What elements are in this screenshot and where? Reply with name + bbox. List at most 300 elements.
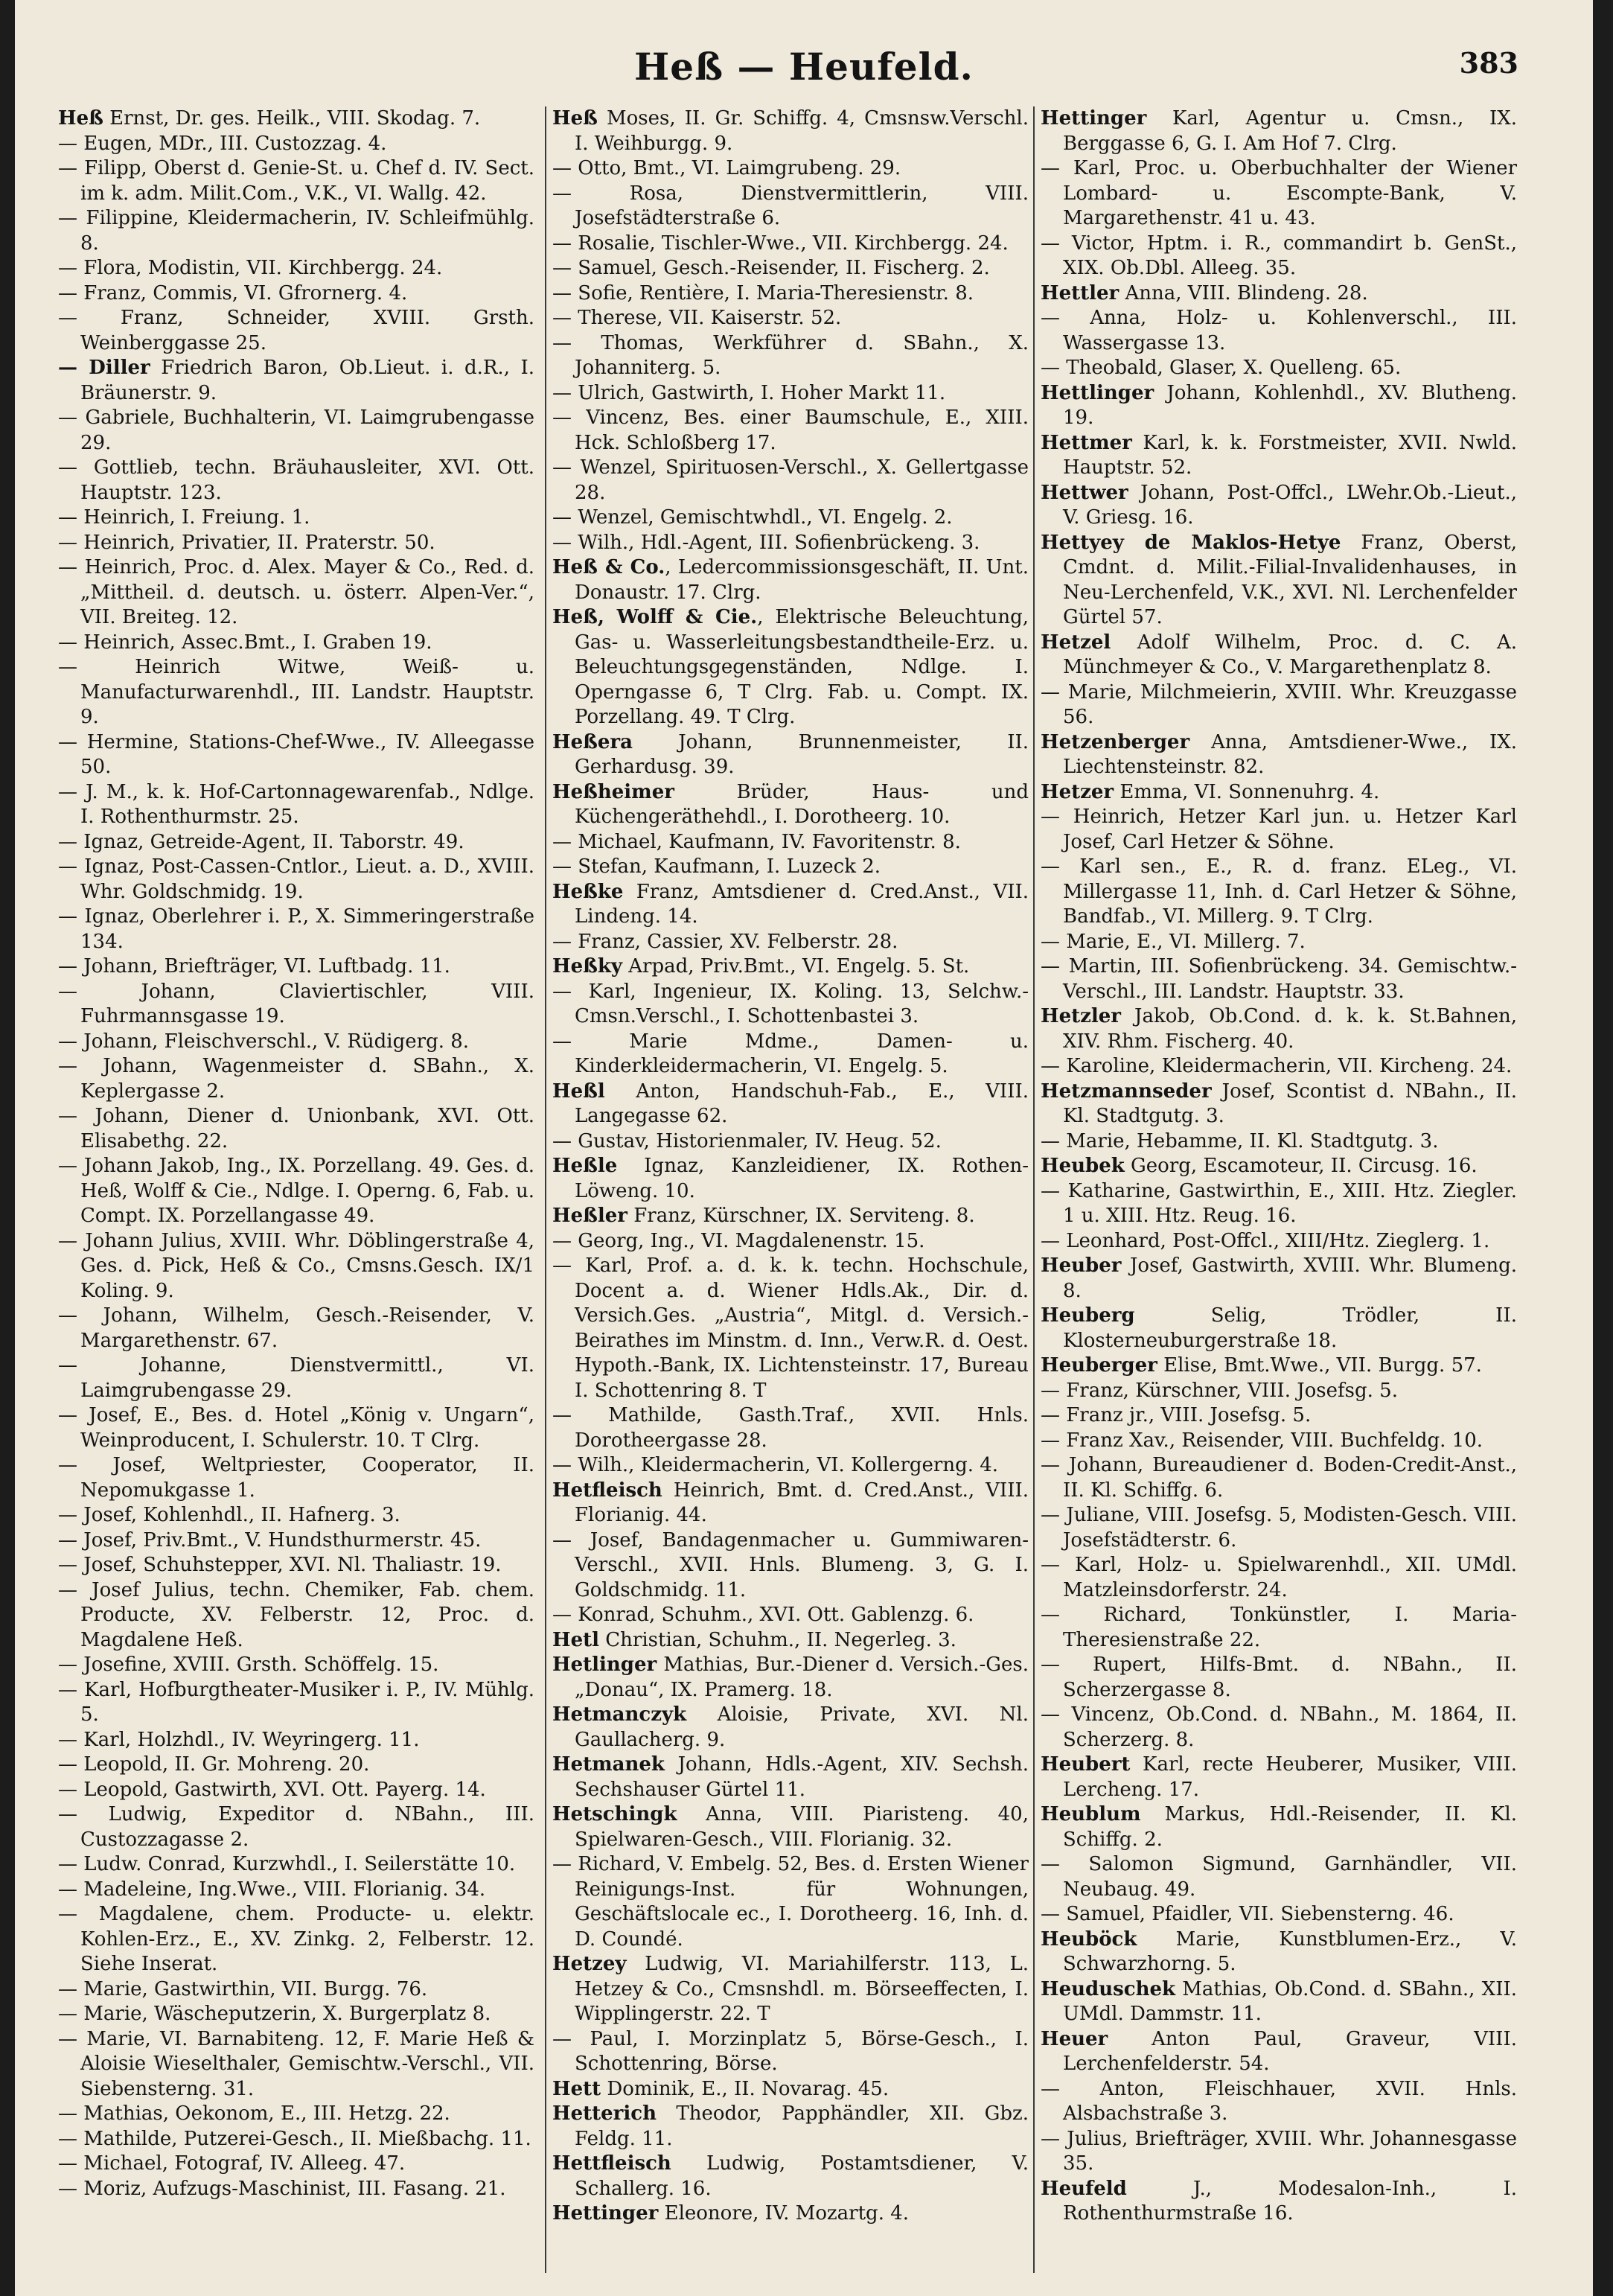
directory-entry bbox=[552, 2201, 1029, 2227]
entry-text: Johann, Post-Offcl., LWehr.Ob.-Lieut., V. Griesg. 16. bbox=[1063, 481, 1517, 529]
entry-name: Heß, Wolff & Cie. bbox=[552, 606, 758, 628]
directory-entry bbox=[1041, 1429, 1517, 1454]
entry-text: — Johann, Wilhelm, Gesch.-Reisender, V. Margarethenstr. 67. bbox=[58, 1304, 534, 1352]
directory-entry bbox=[1041, 1603, 1517, 1653]
directory-entry bbox=[552, 880, 1029, 930]
directory-entry bbox=[58, 506, 534, 531]
entry-text: — Franz, Schneider, XVIII. Grsth. Weinberggasse 25. bbox=[58, 307, 534, 354]
entry-text: Franz, Amtsdiener d. Cred.Anst., VII. Lindeng. 14. bbox=[575, 880, 1029, 928]
entry-text: Emma, VI. Sonnenuhrg. 4. bbox=[1114, 780, 1380, 803]
directory-entry bbox=[58, 2152, 534, 2177]
directory-entry bbox=[58, 2002, 534, 2027]
entry-text: — Karl, Proc. u. Oberbuchhalter der Wiener Lombard- u. Escompte-Bank, V. Margarethenstr. 41 u. 43. bbox=[1041, 157, 1517, 229]
directory-entry bbox=[58, 1030, 534, 1055]
column-3 bbox=[1041, 106, 1517, 2280]
directory-entry bbox=[58, 1878, 534, 1903]
directory-entry bbox=[1041, 1403, 1517, 1429]
entry-name: Heßheimer bbox=[552, 780, 674, 803]
entry-text: Anna, VIII. Blindeng. 28. bbox=[1119, 281, 1368, 304]
entry-name: Hetzer bbox=[1041, 780, 1114, 803]
directory-entry bbox=[1041, 1129, 1517, 1155]
directory-entry bbox=[58, 855, 534, 905]
entry-text: — J. M., k. k. Hof-Cartonnagewarenfab., Ndlge. I. Rothenthurmstr. 25. bbox=[58, 780, 534, 828]
entry-text: — Wilh., Kleidermacherin, VI. Kollergerng. 4. bbox=[552, 1454, 999, 1476]
directory-entry bbox=[58, 1503, 534, 1528]
directory-entry bbox=[1041, 780, 1517, 806]
entry-name: Hetmanek bbox=[552, 1753, 665, 1776]
entry-text: Theodor, Papphändler, XII. Gbz. Feldg. 11. bbox=[575, 2102, 1029, 2150]
directory-entry bbox=[58, 306, 534, 356]
entry-text: — Wenzel, Gemischtwhdl., VI. Engelg. 2. bbox=[552, 506, 953, 529]
directory-entry bbox=[1041, 1977, 1517, 2027]
entry-text: Selig, Trödler, II. Klosterneuburgerstraße 18. bbox=[1063, 1304, 1517, 1352]
directory-entry bbox=[552, 555, 1029, 605]
entry-text: — Johann Julius, XVIII. Whr. Döblingerstraße 4, Ges. d. Pick, Heß & Co., Cmsns.Gesch. IX/1 Koling. 9. bbox=[58, 1229, 534, 1302]
directory-entry bbox=[1041, 930, 1517, 955]
entry-text: — Josef, E., Bes. d. Hotel „König v. Ungarn“, Weinproducent, I. Schulerstr. 10. T Clrg. bbox=[58, 1404, 534, 1452]
entry-text: — Richard, Tonkünstler, I. Maria-Theresienstraße 22. bbox=[1041, 1604, 1517, 1651]
directory-entry bbox=[1041, 1553, 1517, 1603]
entry-text: , Elektrische Beleuchtung, Gas- u. Wasserleitungsbestandtheile-Erz. u. Beleuchtungsgegenständen, Ndlge. I. Operngasse 6, T Clrg. Fab. u. Compt. IX. Porzellang. 49. T Clrg. bbox=[575, 606, 1029, 728]
entry-text: — Heinrich, Proc. d. Alex. Mayer & Co., Red. d. „Mittheil. d. deutsch. u. österr. Alpen-Ver.“, VII. Breiteg. 12. bbox=[58, 556, 534, 628]
directory-entry bbox=[58, 2127, 534, 2152]
directory-entry bbox=[1041, 1254, 1517, 1304]
directory-entry bbox=[1041, 306, 1517, 356]
entry-text: Moses, II. Gr. Schiffg. 4, Cmsnsw.Verschl. I. Weihburgg. 9. bbox=[575, 107, 1029, 155]
entry-text: — Thomas, Werkführer d. SBahn., X. Johanniterg. 5. bbox=[552, 331, 1029, 379]
directory-entry bbox=[552, 182, 1029, 232]
directory-entry bbox=[1041, 1229, 1517, 1254]
directory-entry bbox=[552, 2027, 1029, 2077]
entry-name: Heß & Co. bbox=[552, 556, 665, 578]
directory-entry bbox=[58, 1553, 534, 1578]
entry-text: — Madeleine, Ing.Wwe., VIII. Florianig. 34. bbox=[58, 1878, 486, 1901]
entry-text: — Johann, Fleischverschl., V. Rüdigerg. 8. bbox=[58, 1030, 470, 1053]
directory-entry bbox=[58, 456, 534, 506]
entry-text: — Salomon Sigmund, Garnhändler, VII. Neubaug. 49. bbox=[1041, 1853, 1517, 1901]
entry-text: — Ulrich, Gastwirth, I. Hoher Markt 11. bbox=[552, 381, 946, 404]
directory-entry bbox=[1041, 2077, 1517, 2127]
directory-entry bbox=[58, 132, 534, 157]
entry-name: Hetzel bbox=[1041, 631, 1111, 654]
directory-entry bbox=[552, 331, 1029, 381]
entry-name: Hetmanczyk bbox=[552, 1703, 687, 1726]
entry-text: Anton, Handschuh-Fab., E., VIII. Langegasse 62. bbox=[575, 1080, 1029, 1127]
directory-entry bbox=[552, 1852, 1029, 1952]
entry-text: Adolf Wilhelm, Proc. d. C. A. Münchmeyer & Co., V. Margarethenplatz 8. bbox=[1063, 631, 1517, 678]
directory-entry bbox=[58, 830, 534, 855]
entry-text: — Ignaz, Post-Cassen-Cntlor., Lieut. a. D., XVIII. Whr. Goldschmidg. 19. bbox=[58, 855, 534, 903]
directory-entry bbox=[1041, 1653, 1517, 1703]
entry-name: Heuberg bbox=[1041, 1304, 1135, 1327]
directory-entry bbox=[552, 1129, 1029, 1155]
directory-entry bbox=[1041, 1852, 1517, 1902]
directory-entry bbox=[58, 1154, 534, 1229]
entry-text: — Konrad, Schuhm., XVI. Ott. Gablenzg. 6. bbox=[552, 1604, 974, 1626]
directory-entry bbox=[1041, 1179, 1517, 1229]
entry-text: — Flora, Modistin, VII. Kirchbergg. 24. bbox=[58, 257, 443, 279]
directory-entry bbox=[58, 531, 534, 556]
directory-entry bbox=[552, 1653, 1029, 1703]
entry-text: — Ignaz, Getreide-Agent, II. Taborstr. 49. bbox=[58, 830, 464, 853]
directory-entry bbox=[552, 605, 1029, 730]
entry-text: Anton Paul, Graveur, VIII. Lerchenfelderstr. 54. bbox=[1063, 2027, 1517, 2075]
entry-name: Hetl bbox=[552, 1628, 599, 1651]
entry-text: — Rupert, Hilfs-Bmt. d. NBahn., II. Scherzergasse 8. bbox=[1041, 1654, 1517, 1701]
entry-text: Ernst, Dr. ges. Heilk., VIII. Skodag. 7. bbox=[103, 107, 481, 130]
directory-entry bbox=[1041, 1004, 1517, 1054]
entry-text: — Samuel, Pfaidler, VII. Siebensterng. 46. bbox=[1041, 1903, 1454, 1925]
directory-entry bbox=[1041, 1503, 1517, 1553]
directory-entry bbox=[58, 1852, 534, 1878]
entry-text: , Ledercommissionsgeschäft, II. Unt. Donaustr. 17. Clrg. bbox=[575, 556, 1029, 604]
directory-entry bbox=[58, 980, 534, 1030]
entry-text: — Martin, III. Sofienbrückeng. 34. Gemischtw.-Verschl., III. Landstr. Hauptstr. 33. bbox=[1041, 955, 1517, 1003]
column-1 bbox=[58, 106, 534, 2280]
directory-entry bbox=[552, 1254, 1029, 1403]
entry-text: Aloisie, Private, XVI. Nl. Gaullacherg. 9. bbox=[575, 1703, 1029, 1751]
directory-entry bbox=[1041, 805, 1517, 855]
entry-text: — Marie, E., VI. Millerg. 7. bbox=[1041, 930, 1306, 953]
directory-entry bbox=[552, 930, 1029, 955]
directory-page bbox=[15, 0, 1593, 2296]
entry-text: — Karl, Holz- u. Spielwarenhdl., XII. UMdl. Matzleinsdorferstr. 24. bbox=[1041, 1554, 1517, 1601]
entry-name: Heßler bbox=[552, 1205, 627, 1227]
entry-text: — Paul, I. Morzinplatz 5, Börse-Gesch., I. Schottenring, Börse. bbox=[552, 2027, 1029, 2075]
directory-entry bbox=[552, 855, 1029, 880]
directory-entry bbox=[58, 406, 534, 456]
entry-text: Anna, Amtsdiener-Wwe., IX. Liechtensteinstr. 82. bbox=[1063, 730, 1517, 778]
entry-name: Heuberger bbox=[1041, 1354, 1157, 1377]
directory-entry bbox=[552, 456, 1029, 506]
directory-entry bbox=[1041, 106, 1517, 156]
directory-entry bbox=[58, 954, 534, 980]
entry-text: — Leopold, II. Gr. Mohreng. 20. bbox=[58, 1753, 370, 1776]
entry-text: — Hermine, Stations-Chef-Wwe., IV. Alleegasse 50. bbox=[58, 730, 534, 778]
entry-name: Hettinger bbox=[1041, 107, 1147, 130]
entry-text: — Wilh., Hdl.-Agent, III. Sofienbrückeng. 3. bbox=[552, 531, 980, 554]
entry-text: Elise, Bmt.Wwe., VII. Burgg. 57. bbox=[1157, 1354, 1482, 1377]
entry-text: — Mathilde, Putzerei-Gesch., II. Mießbachg. 11. bbox=[58, 2127, 531, 2150]
entry-text: Eleonore, IV. Mozartg. 4. bbox=[658, 2202, 910, 2225]
entry-text: Brüder, Haus- und Küchengeräthehdl., I. Dorotheerg. 10. bbox=[575, 780, 1029, 828]
entry-name: Hetlinger bbox=[552, 1654, 657, 1676]
directory-entry bbox=[1041, 1080, 1517, 1129]
entry-text: — Vincenz, Ob.Cond. d. NBahn., M. 1864, II. Scherzerg. 8. bbox=[1041, 1703, 1517, 1751]
directory-entry bbox=[58, 1403, 534, 1453]
entry-text: — Katharine, Gastwirthin, E., XIII. Htz. Ziegler. 1 u. XIII. Htz. Reug. 16. bbox=[1041, 1179, 1517, 1227]
entry-text: — Johanne, Dienstvermittl., VI. Laimgrubengasse 29. bbox=[58, 1354, 534, 1402]
entry-text: — Heinrich, Assec.Bmt., I. Graben 19. bbox=[58, 631, 432, 654]
entry-name: Hettler bbox=[1041, 281, 1119, 304]
directory-entry bbox=[58, 1653, 534, 1678]
entry-text: — Johann Jakob, Ing., IX. Porzellang. 49. Ges. d. Heß, Wolff & Cie., Ndlge. I. Operng. 6, Fab. u. Compt. IX. Porzellangasse 49. bbox=[58, 1155, 534, 1227]
entry-text: Josef, Gastwirth, XVIII. Whr. Blumeng. 8. bbox=[1063, 1254, 1517, 1302]
directory-entry bbox=[552, 156, 1029, 182]
entry-text: — Anna, Holz- u. Kohlenverschl., III. Wassergasse 13. bbox=[1041, 307, 1517, 354]
entry-text: — Therese, VII. Kaiserstr. 52. bbox=[552, 307, 842, 329]
directory-entry bbox=[1041, 531, 1517, 631]
directory-entry bbox=[58, 2102, 534, 2127]
directory-entry bbox=[552, 954, 1029, 980]
directory-entry bbox=[58, 2177, 534, 2202]
entry-name: Heubek bbox=[1041, 1155, 1125, 1177]
entry-name: Hetterich bbox=[552, 2102, 657, 2125]
entry-text: — Marie, Wäscheputzerin, X. Burgerplatz 8. bbox=[58, 2003, 491, 2025]
directory-entry bbox=[1041, 1304, 1517, 1353]
entry-name: Hettlinger bbox=[1041, 381, 1154, 404]
directory-entry bbox=[58, 1728, 534, 1753]
entry-name: Hettwer bbox=[1041, 481, 1128, 504]
directory-entry bbox=[58, 281, 534, 307]
entry-text: — Karl sen., E., R. d. franz. ELeg., VI. Millergasse 11, Inh. d. Carl Hetzer & Söhne, Bandfab., VI. Millerg. 9. T Clrg. bbox=[1041, 855, 1517, 928]
directory-entry bbox=[552, 1703, 1029, 1753]
directory-entry bbox=[58, 1528, 534, 1554]
entry-name: — Diller bbox=[58, 357, 150, 379]
entry-text: — Vincenz, Bes. einer Baumschule, E., XIII. Hck. Schloßberg 17. bbox=[552, 406, 1029, 454]
entry-name: Heubert bbox=[1041, 1753, 1131, 1776]
entry-text: — Victor, Hptm. i. R., commandirt b. GenSt., XIX. Ob.Dbl. Alleeg. 35. bbox=[1041, 232, 1517, 279]
directory-entry bbox=[552, 730, 1029, 780]
directory-entry bbox=[58, 1453, 534, 1503]
entry-text: — Josefine, XVIII. Grsth. Schöffelg. 15. bbox=[58, 1654, 439, 1676]
directory-entry bbox=[1041, 954, 1517, 1004]
entry-text: — Leonhard, Post-Offcl., XIII/Htz. Zieglerg. 1. bbox=[1041, 1229, 1490, 1252]
entry-text: Franz, Kürschner, IX. Serviteng. 8. bbox=[627, 1205, 975, 1227]
directory-entry bbox=[552, 1154, 1029, 1204]
directory-entry bbox=[552, 1403, 1029, 1453]
entry-text: — Josef Julius, techn. Chemiker, Fab. chem. Producte, XV. Felberstr. 12, Proc. d. Magdalene Heß. bbox=[58, 1578, 534, 1651]
directory-entry bbox=[1041, 356, 1517, 381]
directory-entry bbox=[552, 1603, 1029, 1628]
directory-entry bbox=[552, 2152, 1029, 2201]
entry-text: — Anton, Fleischhauer, XVII. Hnls. Alsbachstraße 3. bbox=[1041, 2077, 1517, 2125]
entry-text: — Rosa, Dienstvermittlerin, VIII. Josefstädterstraße 6. bbox=[552, 182, 1029, 229]
directory-entry bbox=[552, 281, 1029, 307]
directory-entry bbox=[58, 356, 534, 406]
directory-entry bbox=[58, 1104, 534, 1154]
entry-name: Hetfleisch bbox=[552, 1479, 662, 1502]
entry-name: Hetzenberger bbox=[1041, 730, 1190, 753]
directory-entry bbox=[58, 1578, 534, 1654]
directory-entry bbox=[1041, 2177, 1517, 2227]
directory-entry bbox=[552, 531, 1029, 556]
entry-name: Hetzler bbox=[1041, 1005, 1121, 1027]
directory-entry bbox=[552, 232, 1029, 257]
directory-entry bbox=[552, 1802, 1029, 1852]
entry-text: — Mathilde, Gasth.Traf., XVII. Hnls. Dorotheergasse 28. bbox=[552, 1404, 1029, 1452]
entry-text: — Josef, Kohlenhdl., II. Hafnerg. 3. bbox=[58, 1504, 400, 1526]
entry-text: Mathias, Bur.-Diener d. Versich.-Ges. „Donau“, IX. Pramerg. 18. bbox=[575, 1654, 1029, 1701]
entry-text: — Josef, Bandagenmacher u. Gummiwaren-Verschl., XVII. Hnls. Blumeng. 3, G. I. Goldschmidg. 11. bbox=[552, 1528, 1029, 1601]
entry-text: — Heinrich, I. Freiung. 1. bbox=[58, 506, 310, 529]
entry-text: Heinrich, Bmt. d. Cred.Anst., VIII. Florianig. 44. bbox=[575, 1479, 1029, 1526]
entry-text: — Richard, V. Embelg. 52, Bes. d. Ersten Wiener Reinigungs-Inst. für Wohnungen, Geschäftslocale ec., I. Dorotheerg. 16, Inh. d. D. Coundé. bbox=[552, 1853, 1029, 1951]
directory-entry bbox=[1041, 730, 1517, 780]
directory-entry bbox=[552, 2102, 1029, 2152]
directory-entry bbox=[58, 1304, 534, 1353]
directory-entry bbox=[1041, 1753, 1517, 1802]
entry-text: Karl, recte Heuberer, Musiker, VIII. Lercheng. 17. bbox=[1063, 1753, 1517, 1801]
entry-name: Hett bbox=[552, 2077, 601, 2100]
entry-text: — Georg, Ing., VI. Magdalenenstr. 15. bbox=[552, 1229, 925, 1252]
entry-text: — Franz, Commis, VI. Gfrornerg. 4. bbox=[58, 281, 408, 304]
entry-text: — Karl, Hofburgtheater-Musiker i. P., IV. Mühlg. 5. bbox=[58, 1678, 534, 1726]
directory-entry bbox=[58, 106, 534, 132]
entry-text: — Wenzel, Spirituosen-Verschl., X. Gellertgasse 28. bbox=[552, 456, 1029, 504]
entry-text: Johann, Kohlenhdl., XV. Blutheng. 19. bbox=[1063, 381, 1517, 429]
entry-name: Hettinger bbox=[552, 2202, 659, 2225]
entry-name: Hettfleisch bbox=[552, 2152, 671, 2175]
entry-name: Heufeld bbox=[1041, 2177, 1127, 2200]
entry-text: — Marie, VI. Barnabiteng. 12, F. Marie Heß & Aloisie Wieselthaler, Gemischtw.-Verschl., VII. Siebensterng. 31. bbox=[58, 2027, 534, 2100]
entry-text: — Johann, Diener d. Unionbank, XVI. Ott. Elisabethg. 22. bbox=[58, 1105, 534, 1152]
entry-text: — Heinrich, Privatier, II. Praterstr. 50. bbox=[58, 531, 435, 554]
entry-name: Hetzey bbox=[552, 1953, 627, 1975]
directory-entry bbox=[1041, 2027, 1517, 2077]
directory-entry bbox=[58, 206, 534, 256]
entry-name: Heßl bbox=[552, 1080, 605, 1103]
entry-name: Heuduschek bbox=[1041, 1977, 1176, 2000]
directory-entry bbox=[1041, 680, 1517, 730]
entry-name: Heßera bbox=[552, 730, 633, 753]
entry-text: — Magdalene, chem. Producte- u. elektr. Kohlen-Erz., E., XV. Zinkg. 2, Felberstr. 12. Siehe Inserat. bbox=[58, 1903, 534, 1975]
directory-entry bbox=[1041, 1154, 1517, 1179]
entry-text: — Heinrich, Hetzer Karl jun. u. Hetzer Karl Josef, Carl Hetzer & Söhne. bbox=[1041, 806, 1517, 853]
directory-entry bbox=[552, 1453, 1029, 1479]
entry-text: — Johann, Briefträger, VI. Luftbadg. 11. bbox=[58, 955, 450, 978]
entry-text: — Marie Mdme., Damen- u. Kinderkleidermacherin, VI. Engelg. 5. bbox=[552, 1030, 1029, 1077]
entry-name: Heublum bbox=[1041, 1803, 1141, 1825]
directory-entry bbox=[552, 1204, 1029, 1229]
entry-text: — Michael, Kaufmann, IV. Favoritenstr. 8. bbox=[552, 830, 961, 853]
directory-entry bbox=[1041, 232, 1517, 281]
entry-name: Heßky bbox=[552, 955, 622, 978]
entry-text: — Marie, Hebamme, II. Kl. Stadtgutg. 3. bbox=[1041, 1129, 1439, 1152]
entry-text: Georg, Escamoteur, II. Circusg. 16. bbox=[1124, 1155, 1478, 1177]
entry-text: Dominik, E., II. Novarag. 45. bbox=[601, 2077, 889, 2100]
entry-text: — Samuel, Gesch.-Reisender, II. Fischerg. 2. bbox=[552, 257, 990, 279]
directory-entry bbox=[1041, 631, 1517, 680]
directory-entry bbox=[58, 905, 534, 954]
entry-text: Franz, Oberst, Cmdnt. d. Milit.-Filial-Invalidenhauses, in Neu-Lerchenfeld, V.K., XVI. Nl. Lerchenfelder Gürtel 57. bbox=[1063, 531, 1517, 628]
directory-entry bbox=[1041, 156, 1517, 232]
entry-name: Heßke bbox=[552, 880, 624, 903]
directory-entry bbox=[552, 306, 1029, 331]
entry-text: — Josef, Schuhstepper, XVI. Nl. Thaliastr. 19. bbox=[58, 1554, 502, 1576]
entry-text: — Franz Xav., Reisender, VIII. Buchfeldg. 10. bbox=[1041, 1429, 1483, 1452]
directory-entry bbox=[58, 2027, 534, 2102]
entry-text: — Johann, Wagenmeister d. SBahn., X. Keplergasse 2. bbox=[58, 1055, 534, 1103]
entry-text: — Stefan, Kaufmann, I. Luzeck 2. bbox=[552, 855, 881, 878]
entry-name: Hettyey de Maklos-Hetye bbox=[1041, 531, 1341, 554]
entry-text: — Franz, Kürschner, VIII. Josefsg. 5. bbox=[1041, 1379, 1398, 1402]
directory-entry bbox=[58, 1802, 534, 1852]
entry-text: — Rosalie, Tischler-Wwe., VII. Kirchbergg. 24. bbox=[552, 232, 1009, 255]
entry-text: — Johann, Claviertischler, VIII. Fuhrmannsgasse 19. bbox=[58, 980, 534, 1027]
directory-entry bbox=[58, 1353, 534, 1403]
entry-text: — Michael, Fotograf, IV. Alleeg. 47. bbox=[58, 2152, 406, 2175]
directory-entry bbox=[58, 1753, 534, 1778]
directory-entry bbox=[552, 1479, 1029, 1528]
entry-text: — Johann, Bureaudiener d. Boden-Credit-Anst., II. Kl. Schiffg. 6. bbox=[1041, 1454, 1517, 1502]
entry-text: — Gustav, Historienmaler, IV. Heug. 52. bbox=[552, 1129, 942, 1152]
entry-text: — Marie, Milchmeierin, XVIII. Whr. Kreuzgasse 56. bbox=[1041, 680, 1517, 728]
entry-text: — Heinrich Witwe, Weiß- u. Manufacturwarenhdl., III. Landstr. Hauptstr. 9. bbox=[58, 656, 534, 728]
page-title: Heß — Heufeld. bbox=[634, 45, 974, 89]
directory-entry bbox=[552, 1628, 1029, 1654]
entry-text: Mathias, Ob.Cond. d. SBahn., XII. UMdl. Dammstr. 11. bbox=[1063, 1977, 1517, 2025]
column-divider bbox=[545, 106, 546, 2273]
entry-text: Arpad, Priv.Bmt., VI. Engelg. 5. St. bbox=[622, 955, 970, 978]
entry-text: — Mathias, Oekonom, E., III. Hetzg. 22. bbox=[58, 2102, 450, 2125]
directory-entry bbox=[58, 1678, 534, 1728]
directory-entry bbox=[1041, 1054, 1517, 1080]
entry-text: — Theobald, Glaser, X. Quelleng. 65. bbox=[1041, 357, 1402, 379]
entry-text: — Juliane, VIII. Josefsg. 5, Modisten-Gesch. VIII. Josefstädterstr. 6. bbox=[1041, 1504, 1517, 1552]
directory-entry bbox=[1041, 1927, 1517, 1977]
directory-entry bbox=[1041, 1379, 1517, 1404]
entry-text: J., Modesalon-Inh., I. Rothenthurmstraße 16. bbox=[1063, 2177, 1517, 2225]
directory-entry bbox=[552, 106, 1029, 156]
entry-text: Karl, Agentur u. Cmsn., IX. Berggasse 6, G. I. Am Hof 7. Clrg. bbox=[1063, 107, 1517, 155]
directory-entry bbox=[58, 555, 534, 631]
directory-entry bbox=[58, 730, 534, 780]
directory-entry bbox=[1041, 2127, 1517, 2177]
entry-text: — Otto, Bmt., VI. Laimgrubeng. 29. bbox=[552, 157, 901, 179]
directory-entry bbox=[58, 655, 534, 730]
entry-text: — Ignaz, Oberlehrer i. P., X. Simmeringerstraße 134. bbox=[58, 905, 534, 953]
directory-entry bbox=[58, 1902, 534, 1977]
entry-name: Heuer bbox=[1041, 2027, 1108, 2050]
entry-text: Jakob, Ob.Cond. d. k. k. St.Bahnen, XIV. Rhm. Fischerg. 40. bbox=[1063, 1005, 1517, 1053]
directory-entry bbox=[1041, 1353, 1517, 1379]
column-divider bbox=[1033, 106, 1035, 2273]
entry-name: Heß bbox=[552, 107, 598, 130]
entry-text: — Filippine, Kleidermacherin, IV. Schleifmühlg. 8. bbox=[58, 207, 534, 255]
entry-name: Hettmer bbox=[1041, 431, 1132, 454]
entry-name: Hetzmannseder bbox=[1041, 1080, 1212, 1103]
directory-entry bbox=[1041, 281, 1517, 307]
entry-name: Heß bbox=[58, 107, 103, 130]
entry-text: — Franz, Cassier, XV. Felberstr. 28. bbox=[552, 930, 898, 953]
directory-entry bbox=[1041, 1902, 1517, 1927]
entry-text: — Gabriele, Buchhalterin, VI. Laimgrubengasse 29. bbox=[58, 406, 534, 454]
entry-text: Josef, Scontist d. NBahn., II. Kl. Stadtgutg. 3. bbox=[1063, 1080, 1517, 1127]
directory-entry bbox=[58, 1977, 534, 2003]
directory-entry bbox=[1041, 1802, 1517, 1852]
directory-entry bbox=[552, 1080, 1029, 1129]
column-2 bbox=[552, 106, 1029, 2280]
entry-name: Hetschingk bbox=[552, 1803, 677, 1825]
directory-entry bbox=[1041, 1703, 1517, 1753]
entry-text: Johann, Hdls.-Agent, XIV. Sechsh. Sechshauser Gürtel 11. bbox=[575, 1753, 1029, 1801]
entry-text: Johann, Brunnenmeister, II. Gerhardusg. 39. bbox=[575, 730, 1029, 778]
entry-text: — Ludw. Conrad, Kurzwhdl., I. Seilerstätte 10. bbox=[58, 1853, 516, 1875]
directory-entry bbox=[58, 256, 534, 281]
entry-text: — Filipp, Oberst d. Genie-St. u. Chef d. IV. Sect. im k. adm. Milit.Com., V.K., VI. Wallg. 42. bbox=[58, 157, 534, 205]
entry-text: — Karoline, Kleidermacherin, VII. Kircheng. 24. bbox=[1041, 1055, 1513, 1077]
directory-entry bbox=[58, 1229, 534, 1304]
entry-text: — Moriz, Aufzugs-Maschinist, III. Fasang. 21. bbox=[58, 2177, 506, 2200]
entry-text: Anna, VIII. Piaristeng. 40, Spielwaren-Gesch., VIII. Florianig. 32. bbox=[575, 1803, 1029, 1851]
entry-text: — Josef, Priv.Bmt., V. Hundsthurmerstr. 45. bbox=[58, 1528, 482, 1552]
entry-text: Ludwig, VI. Mariahilferstr. 113, L. Hetzey & Co., Cmsnshdl. m. Börseeffecten, I. Wipplingerstr. 22. T bbox=[575, 1953, 1029, 2025]
entry-text: Markus, Hdl.-Reisender, II. Kl. Schiffg. 2. bbox=[1063, 1803, 1517, 1851]
directory-entry bbox=[552, 1030, 1029, 1080]
page-header bbox=[15, 45, 1578, 104]
directory-entry bbox=[552, 1528, 1029, 1604]
